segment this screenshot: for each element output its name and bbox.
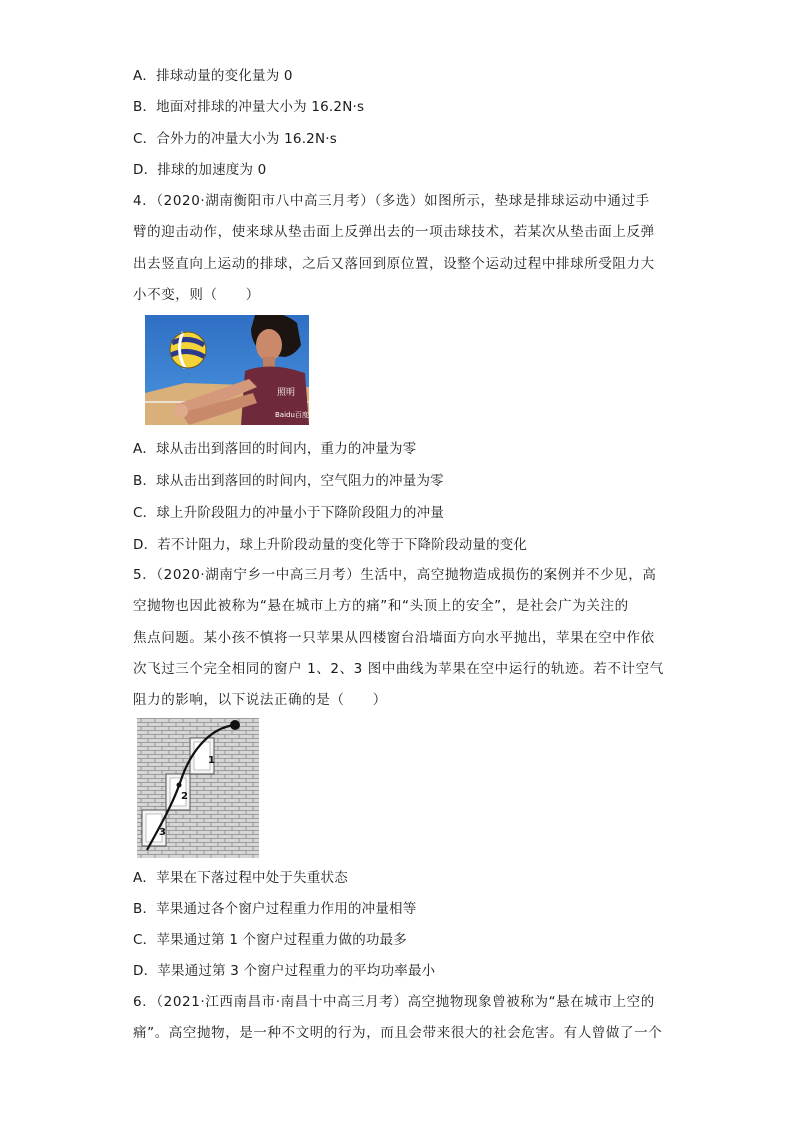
- q5-stem-line: 空抛物也因此被称为“悬在城市上方的痛”和“头顶上的安全”，是社会广为关注的: [133, 598, 629, 615]
- q4-option-d: D．若不计阻力，球上升阶段动量的变化等于下降阶段动量的变化: [133, 537, 528, 553]
- q5-option-b: B．苹果通过各个窗户过程重力作用的冲量相等: [133, 901, 417, 917]
- window-label-3: 3: [159, 827, 166, 838]
- window-label-2: 2: [181, 791, 188, 802]
- q5-stem-line: 5．（2020·湖南宁乡一中高三月考）生活中，高空抛物造成损伤的案例并不少见，高: [133, 567, 657, 583]
- q5-option-d: D．苹果通过第 3 个窗户过程重力的平均功率最小: [133, 963, 436, 979]
- volleyball-icon: [170, 332, 206, 368]
- apple-trajectory-figure: [137, 718, 259, 858]
- q4-option-c: C．球上升阶段阻力的冲量小于下降阶段阻力的冲量: [133, 505, 445, 521]
- q4-option-a: A．球从击出到落回的时间内，重力的冲量为零: [133, 441, 417, 457]
- jersey-text: 照明: [277, 388, 296, 398]
- window-label-1: 1: [208, 755, 215, 766]
- q3-option-d: D．排球的加速度为 0: [133, 162, 267, 178]
- apple-icon: [230, 720, 240, 730]
- q3-option-a: A．排球动量的变化量为 0: [133, 68, 293, 84]
- q4-stem-line: 4．（2020·湖南衡阳市八中高三月考）（多选）如图所示，垫球是排球运动中通过手: [133, 193, 650, 209]
- q5-stem-line: 焦点问题。某小孩不慎将一只苹果从四楼窗台沿墙面方向水平抛出，苹果在空中作依: [133, 629, 655, 646]
- watermark-text: Baidu百度: [275, 411, 309, 419]
- q6-stem: [133, 987, 663, 1050]
- q3-option-c: C．合外力的冲量大小为 16.2N·s: [133, 131, 337, 147]
- q4-option-b: B．球从击出到落回的时间内，空气阻力的冲量为零: [133, 473, 444, 489]
- q5-option-c: C．苹果通过第 1 个窗户过程重力做的功最多: [133, 932, 407, 948]
- q6-stem-line: 痛”。高空抛物，是一种不文明的行为，而且会带来很大的社会危害。有人曾做了一个: [133, 1025, 663, 1042]
- q4-stem-line: 出去竖直向上运动的排球，之后又落回到原位置，设整个运动过程中排球所受阻力大: [133, 255, 655, 272]
- trajectory-point: [177, 783, 182, 788]
- q4-stem: [133, 186, 663, 311]
- q4-stem-line: 臂的迎击动作，使来球从垫击面上反弹出去的一项击球技术，若某次从垫击面上反弹: [133, 224, 655, 241]
- volleyball-photo: [145, 315, 309, 425]
- q6-stem-line: 6．（2021·江西南昌市·南昌十中高三月考）高空抛物现象曾被称为“悬在城市上空的: [133, 994, 655, 1010]
- q5-stem-line: 次飞过三个完全相同的窗户 1、2、3 图中曲线为苹果在空中运行的轨迹。若不计空气: [133, 660, 664, 677]
- q5-stem: [133, 560, 663, 716]
- q5-option-a: A．苹果在下落过程中处于失重状态: [133, 870, 348, 886]
- q5-stem-line: 阻力的影响，以下说法正确的是（ ）: [133, 692, 387, 709]
- q3-option-b: B．地面对排球的冲量大小为 16.2N·s: [133, 99, 365, 115]
- q4-stem-line: 小不变，则（ ）: [133, 286, 260, 303]
